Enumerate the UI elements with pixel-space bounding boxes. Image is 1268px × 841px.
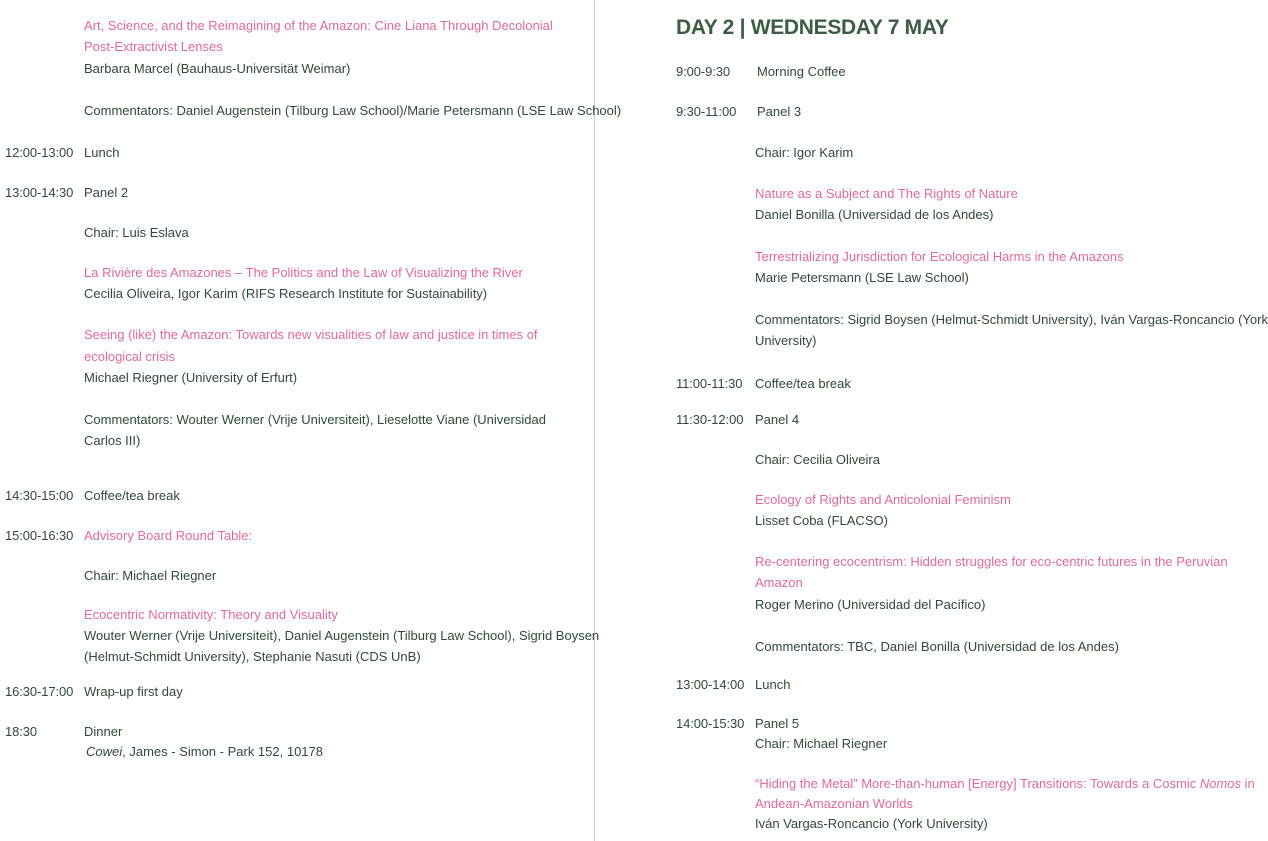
session-label: Lunch xyxy=(84,145,120,160)
talk-speaker: Barbara Marcel (Bauhaus-Universität Weimar) xyxy=(84,61,351,76)
time-slot: 11:30-12:00 xyxy=(676,412,744,427)
talk-speaker: Roger Merino (Universidad del Pacífico) xyxy=(755,597,986,612)
session-chair: Chair: Igor Karim xyxy=(755,145,854,160)
time-slot: 9:30-11:00 xyxy=(676,104,737,119)
venue-name: Cowei xyxy=(86,744,123,759)
session-label: Panel 5 xyxy=(755,716,800,731)
talk-title-continued: Amazon xyxy=(755,575,803,590)
commentators: Commentators: Daniel Augenstein (Tilburg Law School)/Marie Petersmann (LSE Law School) xyxy=(84,103,622,118)
talk-speakers-continued: (Helmut-Schmidt University), Stephanie Nasuti (CDS UnB) xyxy=(84,649,421,664)
time-slot: 12:00-13:00 xyxy=(5,145,74,160)
time-slot: 11:00-11:30 xyxy=(676,376,743,391)
session-chair: Chair: Cecilia Oliveira xyxy=(755,452,880,467)
session-label: Panel 3 xyxy=(757,104,802,119)
venue-address: , James - Simon - Park 152, 10178 xyxy=(122,744,323,759)
commentators-continued: University) xyxy=(755,333,817,348)
talk-speaker: Daniel Bonilla (Universidad de los Andes) xyxy=(755,207,994,222)
talk-title xyxy=(755,773,1255,794)
commentators-continued: Carlos III) xyxy=(84,433,141,448)
talk-speaker: Iván Vargas-Roncancio (York University) xyxy=(755,816,988,831)
commentators: Commentators: Wouter Werner (Vrije Universiteit), Lieselotte Viane (Universidad xyxy=(84,412,546,427)
time-slot: 13:00-14:30 xyxy=(5,185,74,200)
time-slot: 15:00-16:30 xyxy=(5,528,74,543)
day-heading: DAY 2 | WEDNESDAY 7 MAY xyxy=(676,16,949,39)
talk-title: Terrestrializing Jurisdiction for Ecological Harms in the Amazons xyxy=(755,249,1124,264)
talk-title-italic: Nomos xyxy=(1199,776,1242,791)
talk-title: Re-centering ecocentrism: Hidden struggles for eco-centric futures in the Peruvian xyxy=(755,554,1228,569)
day2-schedule-column xyxy=(600,0,1268,841)
time-slot: 14:30-15:00 xyxy=(5,488,74,503)
talk-title-part: “Hiding the Metal” More-than-human [Energy] Transitions: Towards a Cosmic xyxy=(755,776,1200,791)
column-divider xyxy=(594,0,595,841)
talk-title-part: in xyxy=(1241,776,1255,791)
session-label: Coffee/tea break xyxy=(84,488,180,503)
session-chair: Chair: Michael Riegner xyxy=(755,736,888,751)
day1-schedule-column xyxy=(0,0,622,841)
time-slot: 9:00-9:30 xyxy=(676,64,731,79)
session-chair: Chair: Luis Eslava xyxy=(84,225,189,240)
dinner-venue xyxy=(86,741,323,762)
session-chair: Chair: Michael Riegner xyxy=(84,568,217,583)
talk-title: Nature as a Subject and The Rights of Nature xyxy=(755,186,1018,201)
session-label: Coffee/tea break xyxy=(755,376,851,391)
talk-title-continued: Andean-Amazonian Worlds xyxy=(755,796,914,811)
session-label: Wrap-up first day xyxy=(84,684,183,699)
session-label: Lunch xyxy=(755,677,791,692)
session-label: Panel 4 xyxy=(755,412,800,427)
talk-title: Ecocentric Normativity: Theory and Visuality xyxy=(84,607,338,622)
talk-speaker: Cecilia Oliveira, Igor Karim (RIFS Research Institute for Sustainability) xyxy=(84,286,488,301)
time-slot: 16:30-17:00 xyxy=(5,684,74,699)
session-label: Advisory Board Round Table: xyxy=(84,528,253,543)
talk-title: Art, Science, and the Reimagining of the Amazon: Cine Liana Through Decolonial xyxy=(84,18,553,33)
talk-title-continued: ecological crisis xyxy=(84,349,176,364)
time-slot: 18:30 xyxy=(5,724,38,739)
session-label: Dinner xyxy=(84,724,123,739)
talk-title: Seeing (like) the Amazon: Towards new visualities of law and justice in times of xyxy=(84,327,538,342)
session-label: Morning Coffee xyxy=(757,64,846,79)
talk-title: Ecology of Rights and Anticolonial Feminism xyxy=(755,492,1011,507)
time-slot: 13:00-14:00 xyxy=(676,677,745,692)
talk-speaker: Marie Petersmann (LSE Law School) xyxy=(755,270,969,285)
talk-speaker: Lisset Coba (FLACSO) xyxy=(755,513,888,528)
talk-speaker: Michael Riegner (University of Erfurt) xyxy=(84,370,298,385)
session-label: Panel 2 xyxy=(84,185,129,200)
talk-title: La Rivière des Amazones – The Politics and the Law of Visualizing the River xyxy=(84,265,523,280)
talk-title-continued: Post-Extractivist Lenses xyxy=(84,39,223,54)
commentators: Commentators: Sigrid Boysen (Helmut-Schmidt University), Iván Vargas-Roncancio (York xyxy=(755,312,1268,327)
commentators: Commentators: TBC, Daniel Bonilla (Universidad de los Andes) xyxy=(755,639,1119,654)
time-slot: 14:00-15:30 xyxy=(676,716,745,731)
talk-speakers: Wouter Werner (Vrije Universiteit), Daniel Augenstein (Tilburg Law School), Sigrid Boysen xyxy=(84,628,600,643)
